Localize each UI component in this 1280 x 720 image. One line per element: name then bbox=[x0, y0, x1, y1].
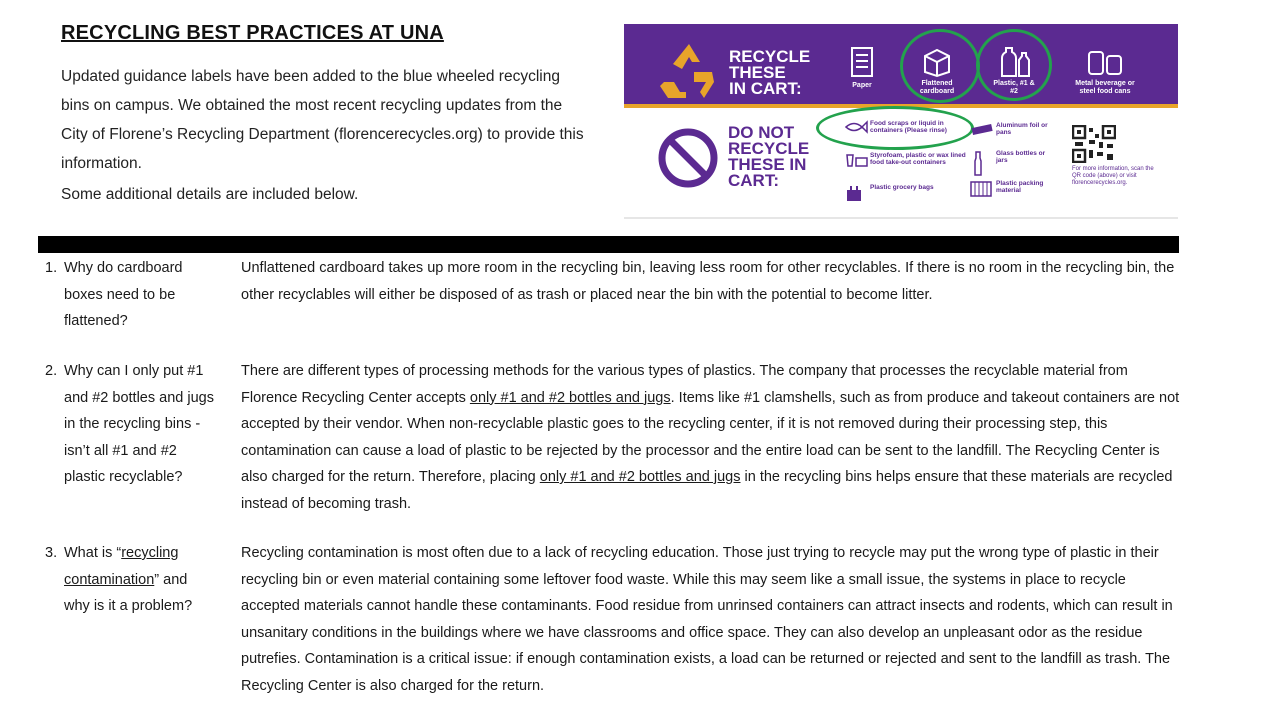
highlight-circle-cardboard bbox=[900, 29, 980, 103]
donot-item-bags bbox=[870, 184, 960, 191]
faq-number: 1. bbox=[45, 260, 58, 276]
answer-text: . Items like #1 clamshells, such as from produce and takeout containers are not accepted by their vendor. When non-recyclable plastic goes to the recycling center, if it is not removed during their processing step, this contamination can cause a load of plastic to be rejected by the processor and the entire load can be sent to the landfill. The Recycling Center is also charged for the return. Therefore, placing bbox=[241, 389, 1180, 485]
question-line: isn’t all #1 and #2 bbox=[64, 442, 177, 459]
donot-item-label: Plastic packing material bbox=[996, 180, 1044, 194]
donot-item-label: Glass bottles or jars bbox=[996, 150, 1046, 164]
faq-question-text bbox=[45, 255, 215, 335]
answer-text: There are different types of processing methods for the various types of plastics. The company that processes the recyclable material from Florence Recycling Center accepts bbox=[241, 363, 1128, 406]
donot-heading-line-1: DO NOT bbox=[728, 123, 795, 142]
question-text: What is “ bbox=[64, 545, 122, 561]
faq-number: 2. bbox=[45, 363, 58, 379]
donot-heading-line-3: THESE IN bbox=[728, 155, 807, 174]
donot-item-label: Styrofoam, plastic or wax lined food take-out containers bbox=[870, 152, 966, 166]
recycle-item-cans bbox=[1070, 46, 1140, 96]
highlight-circle-food bbox=[816, 106, 974, 150]
answer-text: Recycling contamination is most often due to a lack of recycling education. Those just trying to recycle may put the wrong type of plastic in their recycling bin or even material containing some leftover food waste. While this may seem like a small issue, the systems in place to recycle accepted materials cannot handle these contaminants. Food residue from unrinsed containers can attract insects and rodents, which can result in unsanitary conditions in the buildings where we have classrooms and office space. They can also develop an unpleasant odor as the residue putrefies. Contamination is a critical issue: if enough contamination exists, a load can be returned or rejected and sent to the landfill as trash. The Recycling Center is also charged for the return. bbox=[241, 545, 1173, 694]
recycle-symbol-icon bbox=[656, 40, 722, 100]
paper-icon bbox=[849, 46, 875, 80]
faq-question-3 bbox=[45, 540, 205, 620]
recycle-heading-line-1: RECYCLE bbox=[729, 47, 811, 66]
answer-emphasis: only #1 and #2 bottles and jugs bbox=[539, 469, 741, 485]
donot-heading-line-2: RECYCLE bbox=[728, 139, 810, 158]
faq-answer-2 bbox=[241, 358, 1181, 517]
answer-emphasis: only #1 and #2 bottles and jugs bbox=[469, 389, 671, 406]
recycle-item-label: Metal beverage or steel food cans bbox=[1075, 80, 1135, 95]
recycle-heading-line-2: THESE bbox=[729, 63, 786, 82]
recycle-heading-line-3: IN CART: bbox=[729, 79, 802, 98]
faq-question-text bbox=[45, 358, 215, 491]
donot-item-packing bbox=[996, 180, 1056, 194]
highlight-circle-plastic bbox=[976, 29, 1052, 101]
recycle-item-label: Plastic, #1 & #2 bbox=[993, 80, 1035, 95]
answer-text: in the recycling bins helps ensure that these materials are recycled instead of becoming trash. bbox=[241, 469, 1173, 512]
faq-number: 3. bbox=[45, 545, 58, 561]
recycle-item-label: Paper bbox=[852, 82, 872, 89]
recycle-these-heading bbox=[729, 49, 810, 97]
donot-item-label: Aluminum foil or pans bbox=[996, 122, 1048, 136]
section-divider-bar bbox=[38, 236, 1179, 253]
question-line: flattened? bbox=[64, 313, 128, 329]
cup-icon bbox=[844, 152, 868, 168]
question-line: Why can I only put #1 bbox=[64, 363, 204, 379]
faq-answer-1 bbox=[241, 255, 1181, 308]
question-line: boxes need to be bbox=[64, 286, 176, 303]
packing-icon bbox=[970, 180, 992, 198]
donot-item-glass bbox=[996, 150, 1052, 164]
intro-paragraph: Updated guidance labels have been added to the blue wheeled recycling bins on campus. We obtained the most recent recycling updates from the City of Florene’s Recycling Department (florencerecycles.org) to provide this information. bbox=[61, 68, 584, 172]
qr-note: For more information, scan the QR code (above) or visit florencerecycles.org. bbox=[1072, 166, 1154, 186]
poster-bottom-line bbox=[624, 217, 1178, 219]
donot-item-label: Plastic grocery bags bbox=[870, 184, 934, 191]
recycle-item-label: Flattened cardboard bbox=[919, 80, 955, 95]
intro-note: Some additional details are included below. bbox=[61, 186, 359, 203]
faq-question-text bbox=[45, 540, 205, 620]
qr-code-icon[interactable] bbox=[1072, 125, 1116, 163]
donot-heading-line-4: CART: bbox=[728, 171, 779, 190]
question-text: ” and why is it a problem? bbox=[64, 571, 193, 614]
faq-question-1 bbox=[45, 255, 215, 335]
faq-question-2 bbox=[45, 358, 215, 491]
donot-item-label: Food scraps or liquid in containers (Please rinse) bbox=[870, 120, 947, 134]
can-icon bbox=[1085, 46, 1125, 78]
glass-bottle-icon bbox=[970, 150, 986, 176]
donot-item-styrofoam bbox=[870, 152, 970, 166]
recycling-poster bbox=[624, 24, 1178, 220]
do-not-recycle-heading bbox=[728, 125, 809, 189]
question-line: Why do cardboard bbox=[64, 260, 183, 276]
foil-icon bbox=[970, 122, 994, 136]
question-line: in the recycling bins - bbox=[64, 416, 201, 432]
page-title: RECYCLING BEST PRACTICES AT UNA bbox=[61, 22, 444, 44]
recycle-item-paper bbox=[844, 46, 880, 90]
bag-icon bbox=[844, 184, 864, 202]
donot-item-foil bbox=[996, 122, 1052, 136]
faq-answer-3 bbox=[241, 540, 1181, 699]
question-line: and #2 bottles and jugs bbox=[64, 389, 214, 406]
question-emphasis: recycling contamination bbox=[64, 545, 179, 588]
prohibited-icon bbox=[657, 127, 719, 189]
answer-text: Unflattened cardboard takes up more room in the recycling bin, leaving less room for other recyclables. If there is no room in the recycling bin, the other recyclables will either be disposed of as trash or placed near the bin with the potential to become litter. bbox=[241, 260, 1175, 303]
question-line: plastic recyclable? bbox=[64, 469, 183, 485]
